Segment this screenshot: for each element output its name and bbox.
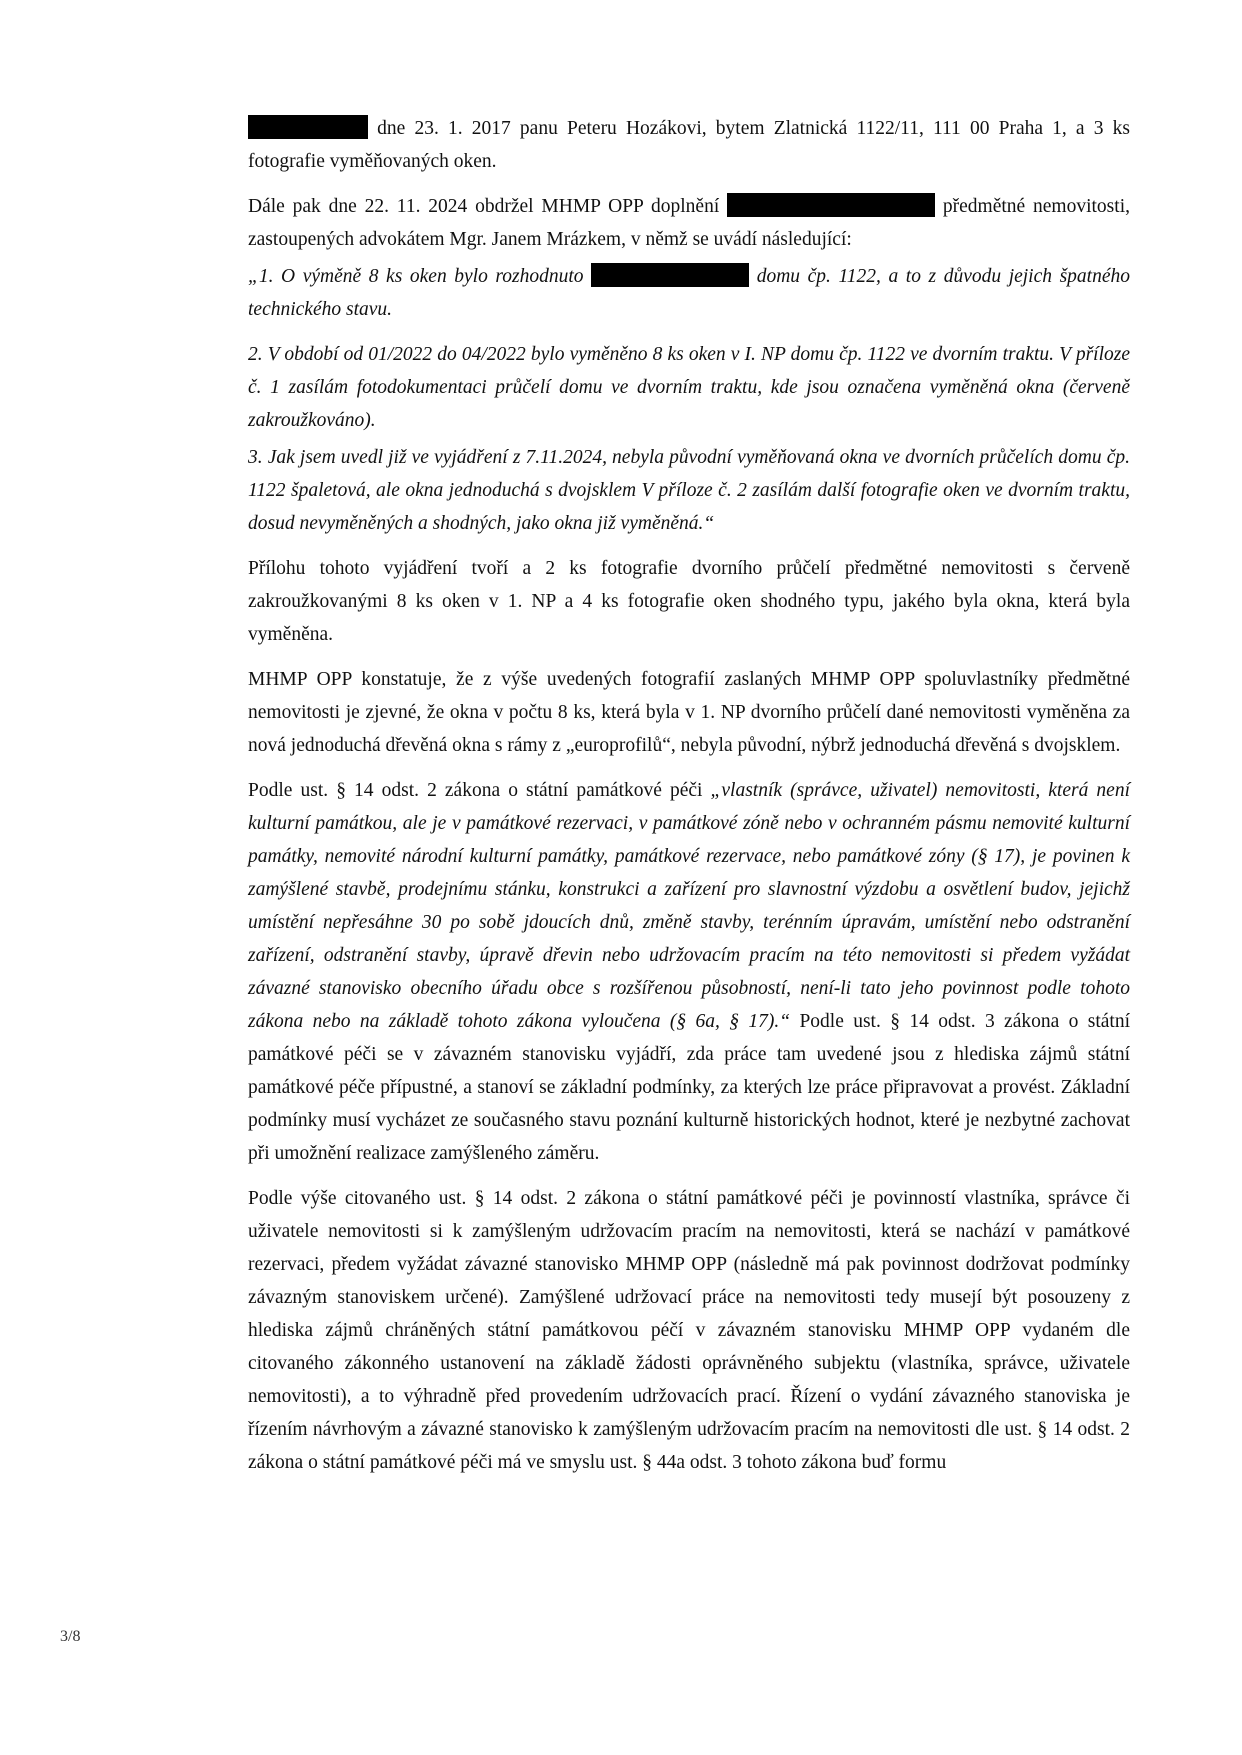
statute-quote: „vlastník (správce, uživatel) nemovitosti, která není kulturní památkou, ale je v památkové rezervaci, v památkové zóně nebo v ochranném pásmu nemovité kulturní památky, nemovité národní kulturní památky, památkové rezervace, nebo památkové zóny (§ 17), je povinen k zamýšlené stavbě, prodejnímu stánku, konstrukci a zařízení pro slavnostní výzdobu a osvětlení budov, jejichž umístění nepřesáhne 30 po sobě jdoucích dnů, změně stavby, terénním úpravám, umístění nebo odstranění zařízení, odstranění stavby, úpravě dřevin nebo udržovacím pracím na této nemovitosti si předem vyžádat závazné stanovisko obecního úřadu obce s rozšířenou působností, není-li tato jeho povinnost podle tohoto zákona nebo na základě tohoto zákona vyloučena (§ 6a, § 17).“ <box>248 780 1130 1032</box>
quote-item-1 <box>248 260 1130 326</box>
redaction-bar <box>248 115 368 139</box>
page-number: 3/8 <box>60 1628 81 1645</box>
paragraph-5 <box>248 774 1130 1170</box>
paragraph-4: MHMP OPP konstatuje, že z výše uvedených fotografií zaslaných MHMP OPP spoluvlastníky předmětné nemovitosti je zjevné, že okna v počtu 8 ks, která byla v 1. NP dvorního průčelí dané nemovitosti vyměněna za nová jednoduchá dřevěná okna s rámy z „europrofilů“, nebyla původní, nýbrž jednoduchá dřevěná s dvojsklem. <box>248 669 1130 756</box>
redaction-bar <box>727 193 935 217</box>
paragraph-1-text: dne 23. 1. 2017 panu Peteru Hozákovi, bytem Zlatnická 1122/11, 111 00 Praha 1, a 3 ks fotografie vyměňovaných oken. <box>248 118 1130 172</box>
document-body <box>248 112 1130 1491</box>
paragraph-5-text-c: Podle ust. § 14 odst. 3 zákona o státní památkové péči se v závazném stanovisku vyjádří, zda práce tam uvedené jsou z hlediska zájmů státní památkové péče přípustné, a stanoví se základní podmínky, za kterých lze práce připravovat a provést. Základní podmínky musí vycházet ze současného stavu poznání kulturně historických hodnot, které je nezbytné zachovat při umožnění realizace zamýšleného záměru. <box>248 1011 1130 1164</box>
paragraph-3: Přílohu tohoto vyjádření tvoří a 2 ks fotografie dvorního průčelí předmětné nemovitosti s červeně zakroužkovanými 8 ks oken v 1. NP a 4 ks fotografie oken shodného typu, jakého byla okna, která byla vyměněna. <box>248 558 1130 645</box>
paragraph-6: Podle výše citovaného ust. § 14 odst. 2 zákona o státní památkové péči je povinností vlastníka, správce či uživatele nemovitosti si k zamýšleným udržovacím pracím na nemovitosti, která se nachází v památkové rezervaci, předem vyžádat závazné stanovisko MHMP OPP (následně má pak povinnost dodržovat podmínky závazným stanoviskem určené). Zamýšlené udržovací práce na nemovitosti tedy musejí být posouzeny z hlediska zájmů chráněných státní památkovou péčí v závazném stanovisku MHMP OPP vydaném dle citovaného zákonného ustanovení na základě žádosti oprávněného subjektu (vlastníka, správce, uživatele nemovitosti), a to výhradně před provedením udržovacích prací. Řízení o vydání závazného stanoviska je řízením návrhovým a závazné stanovisko k zamýšleným udržovacím pracím na nemovitosti dle ust. § 14 odst. 2 zákona o státní památkové péči má ve smyslu ust. § 44a odst. 3 tohoto zákona buď formu <box>248 1188 1130 1473</box>
quote-item-2: 2. V období od 01/2022 do 04/2022 bylo vyměněno 8 ks oken v I. NP domu čp. 1122 ve dvorním traktu. V příloze č. 1 zasílám fotodokumentaci průčelí domu ve dvorním traktu, kde jsou označena vyměněná okna (červeně zakroužkováno). <box>248 344 1130 431</box>
quote-item-1-text-b: domu čp. 1122, a to z důvodu jejich špatného technického stavu. <box>248 266 1130 320</box>
redaction-bar <box>591 263 749 287</box>
quote-item-3: 3. Jak jsem uvedl již ve vyjádření z 7.11.2024, nebyla původní vyměňovaná okna ve dvorních průčelích domu čp. 1122 špaletová, ale okna jednoduchá s dvojsklem V příloze č. 2 zasílám další fotografie oken ve dvorním traktu, dosud nevyměněných a shodných, jako okna již vyměněná.“ <box>248 447 1130 534</box>
paragraph-2-text-a: Dále pak dne 22. 11. 2024 obdržel MHMP OPP doplnění <box>248 196 720 217</box>
paragraph-1 <box>248 112 1130 178</box>
paragraph-5-text-a: Podle ust. § 14 odst. 2 zákona o státní památkové péči <box>248 780 703 801</box>
quote-item-1-text-a: „1. O výměně 8 ks oken bylo rozhodnuto <box>248 266 584 287</box>
paragraph-2 <box>248 190 1130 256</box>
paragraph-2-text-b: předmětné nemovitosti, zastoupených advokátem Mgr. Janem Mrázkem, v němž se uvádí následující: <box>248 196 1130 250</box>
